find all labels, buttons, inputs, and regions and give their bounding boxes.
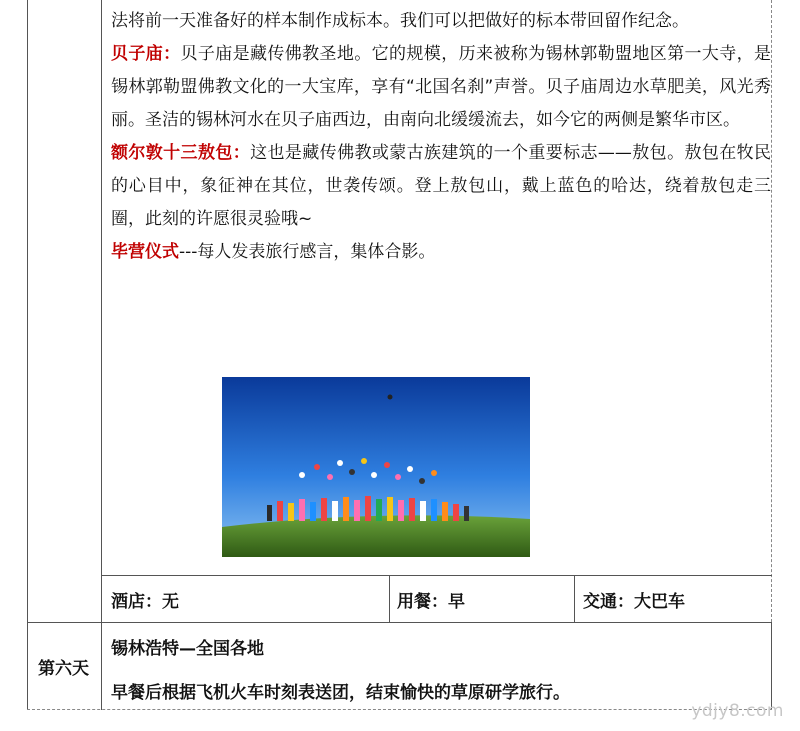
intro-paragraph: 法将前一天准备好的样本制作成标本。我们可以把做好的标本带回留作纪念。 <box>111 11 689 31</box>
aobao-paragraph <box>111 137 771 236</box>
beizimiao-heading: 贝子庙： <box>111 44 181 64</box>
ceremony-heading: 毕营仪式 <box>111 242 179 262</box>
day6-label: 第六天 <box>38 659 89 679</box>
info-divider-1 <box>389 575 390 622</box>
aobao-heading: 额尔敦十三敖包： <box>111 143 251 163</box>
table-bottom-border <box>27 709 772 710</box>
day6-description: 早餐后根据飞机火车时刻表送团，结束愉快的草原研学旅行。 <box>111 683 570 703</box>
meal-info: 用餐：早 <box>397 592 465 612</box>
beizimiao-paragraph <box>111 38 771 137</box>
hotel-info: 酒店：无 <box>111 592 179 612</box>
info-row-top-border <box>101 575 772 576</box>
group-photo <box>222 377 530 557</box>
table-col-divider <box>101 0 102 710</box>
beizimiao-body: 贝子庙是藏传佛教圣地。它的规模，历来被称为锡林郭勒盟地区第一大寺，是锡林郭勒盟佛教文化的一大宝库，享有“北国名刹”声誉。贝子庙周边水草肥美，风光秀丽。圣洁的锡林河水在贝子庙西边，由南向北缓缓流去，如今它的两侧是繁华市区。 <box>111 44 772 130</box>
ceremony-paragraph <box>111 236 771 269</box>
day6-route: 锡林浩特—全国各地 <box>111 639 264 659</box>
day6-top-border <box>27 622 772 623</box>
table-right-border-upper <box>771 0 772 622</box>
aobao-body: 这也是藏传佛教或蒙古族建筑的一个重要标志——敖包。敖包在牧民的心目中，象征神在其位，世袭传颂。登上敖包山，戴上蓝色的哈达，绕着敖包走三圈，此刻的许愿很灵验哦~ <box>111 143 772 229</box>
table-left-border <box>27 0 28 710</box>
watermark: ydjy8.com <box>691 701 784 721</box>
info-divider-2 <box>574 575 575 622</box>
day5-description <box>111 5 771 269</box>
transport-info: 交通：大巴车 <box>583 592 685 612</box>
table-right-border-lower <box>771 622 772 710</box>
ceremony-body: ---每人发表旅行感言，集体合影。 <box>179 242 436 262</box>
